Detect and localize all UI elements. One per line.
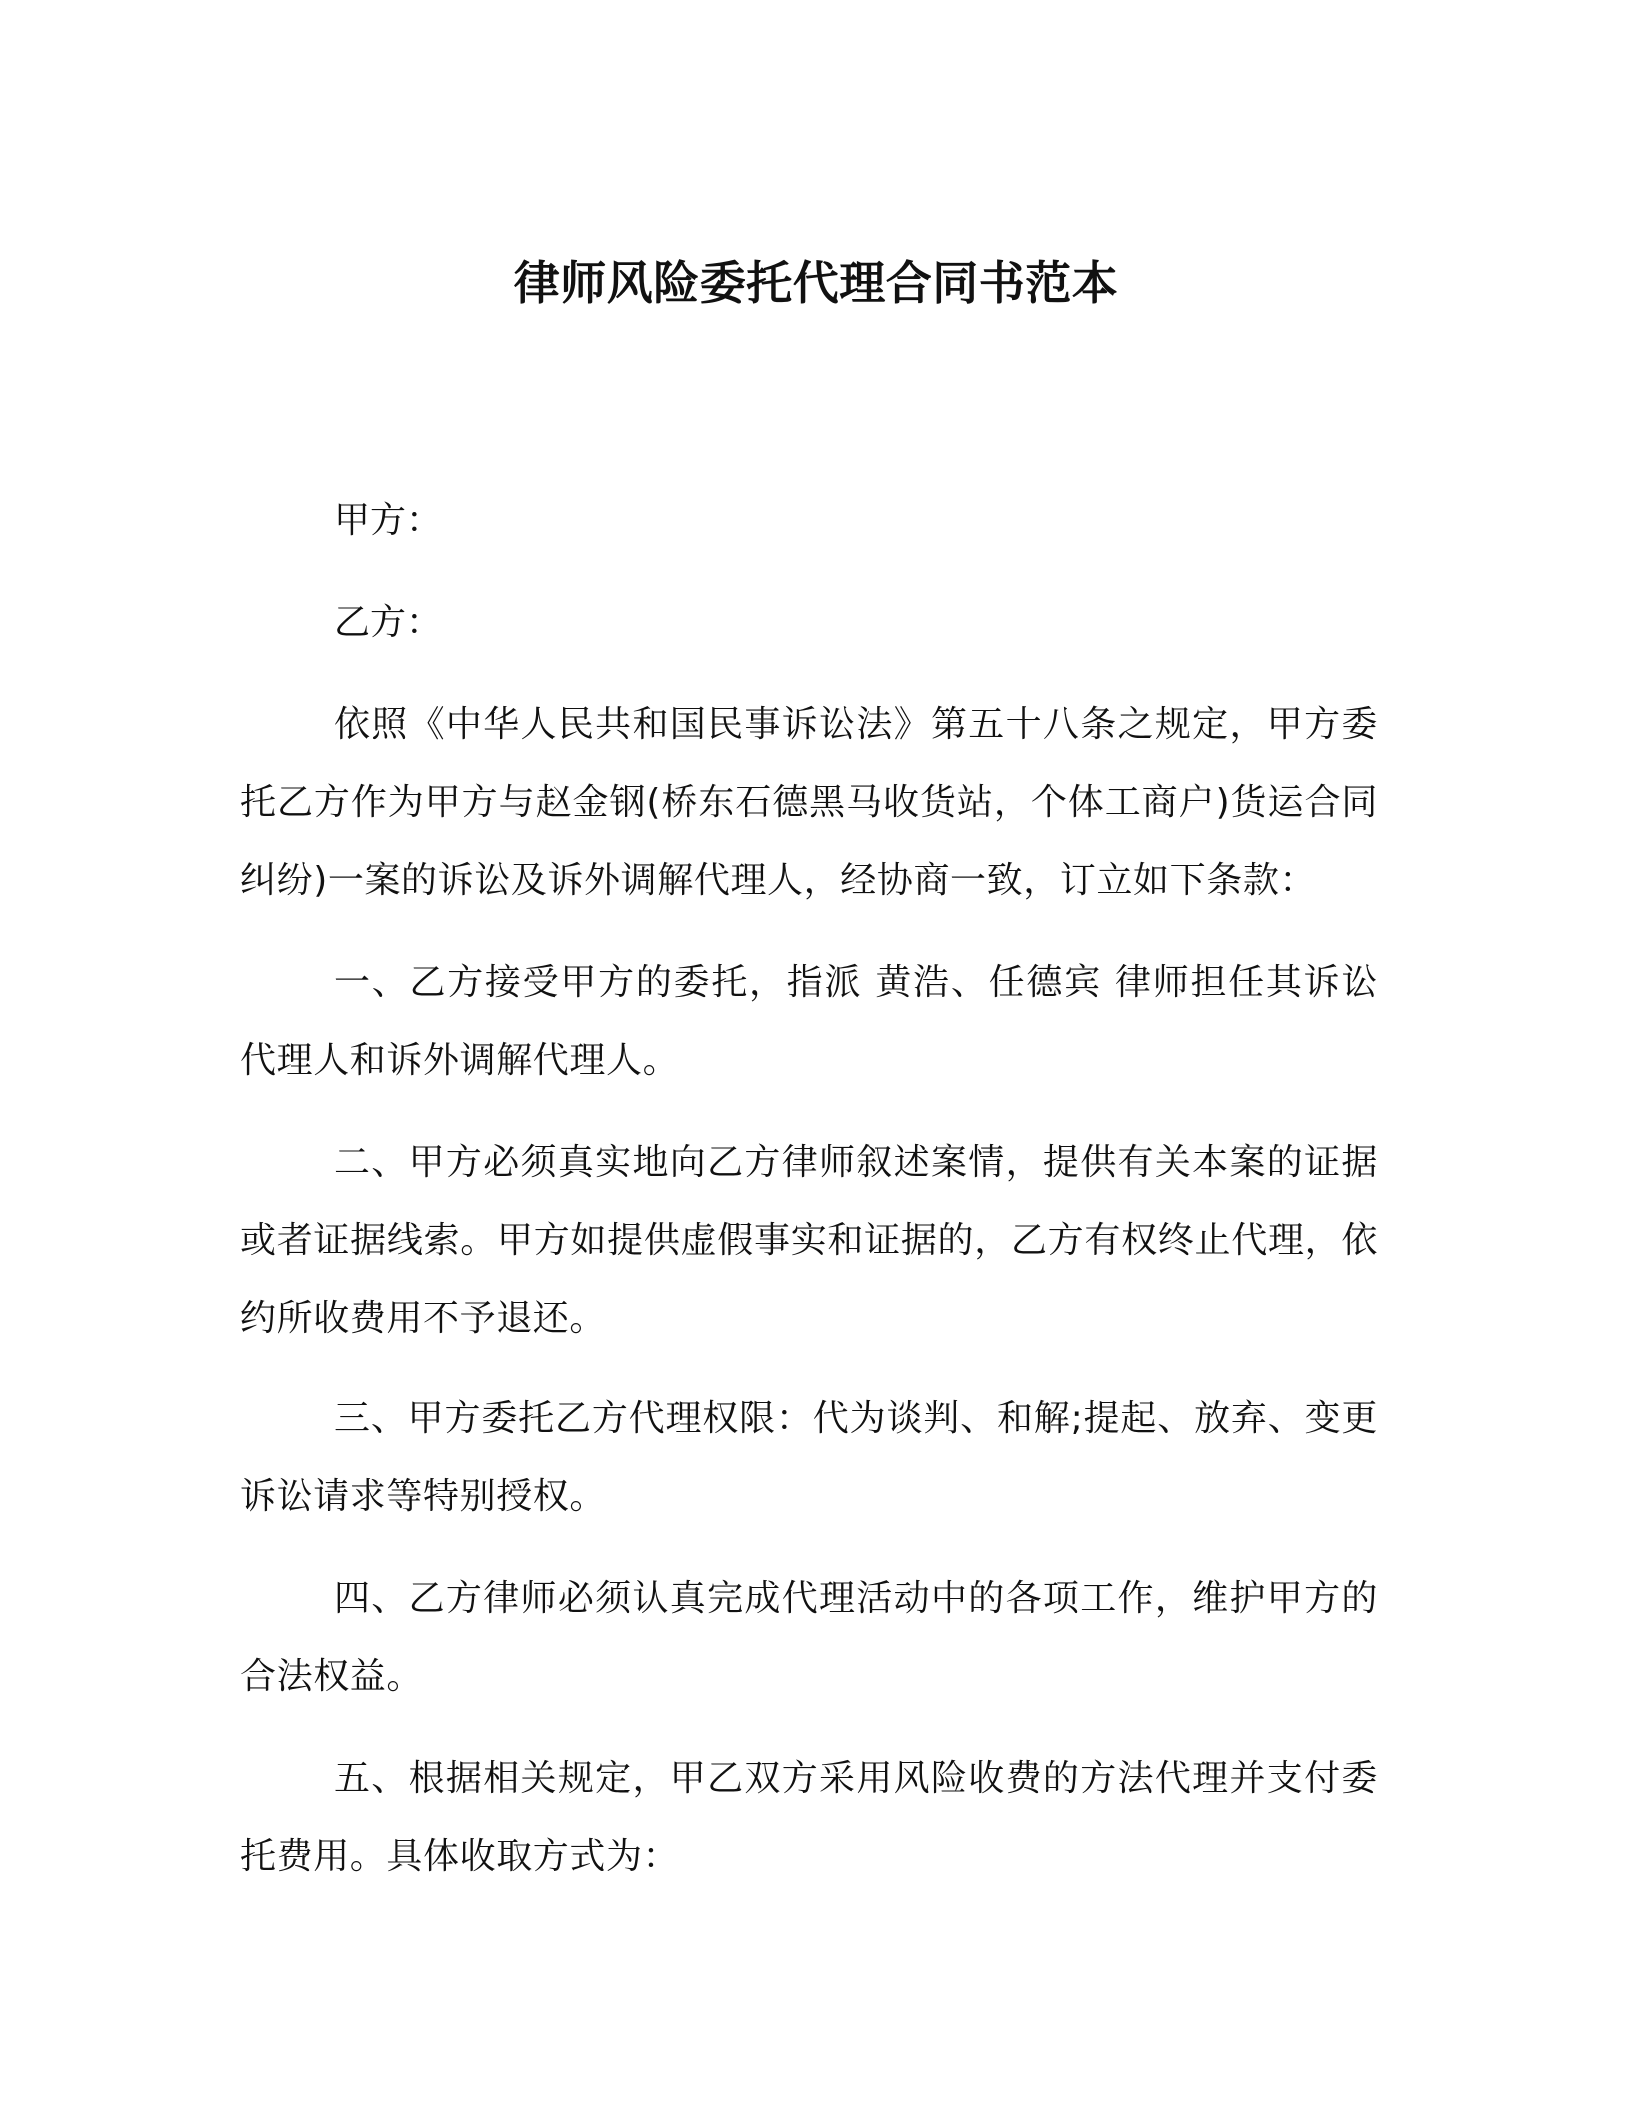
paragraph-clause-4: 四、乙方律师必须认真完成代理活动中的各项工作，维护甲方的合法权益。 <box>240 1578 1378 1697</box>
party-a-label: 甲方： <box>334 500 443 541</box>
paragraph-preamble: 依照《中华人民共和国民事诉讼法》第五十八条之规定，甲方委托乙方作为甲方与赵金钢(桥东石德黑马收货站，个体工商户)货运合同纠纷)一案的诉讼及诉外调解代理人，经协商一致，订立如下条款： <box>240 704 1378 901</box>
paragraph-clause-2: 二、甲方必须真实地向乙方律师叙述案情，提供有关本案的证据或者证据线索。甲方如提供虚假事实和证据的，乙方有权终止代理，依约所收费用不予退还。 <box>240 1142 1378 1339</box>
paragraph-clause-5: 五、根据相关规定，甲乙双方采用风险收费的方法代理并支付委托费用。具体收取方式为： <box>240 1758 1378 1877</box>
party-b-label: 乙方： <box>334 602 443 643</box>
document-title: 律师风险委托代理合同书范本 <box>513 255 1119 310</box>
paragraph-clause-3: 三、甲方委托乙方代理权限：代为谈判、和解;提起、放弃、变更诉讼请求等特别授权。 <box>240 1398 1378 1517</box>
paragraph-clause-1: 一、乙方接受甲方的委托，指派 黄浩、任德宾 律师担任其诉讼代理人和诉外调解代理人。 <box>240 962 1378 1081</box>
